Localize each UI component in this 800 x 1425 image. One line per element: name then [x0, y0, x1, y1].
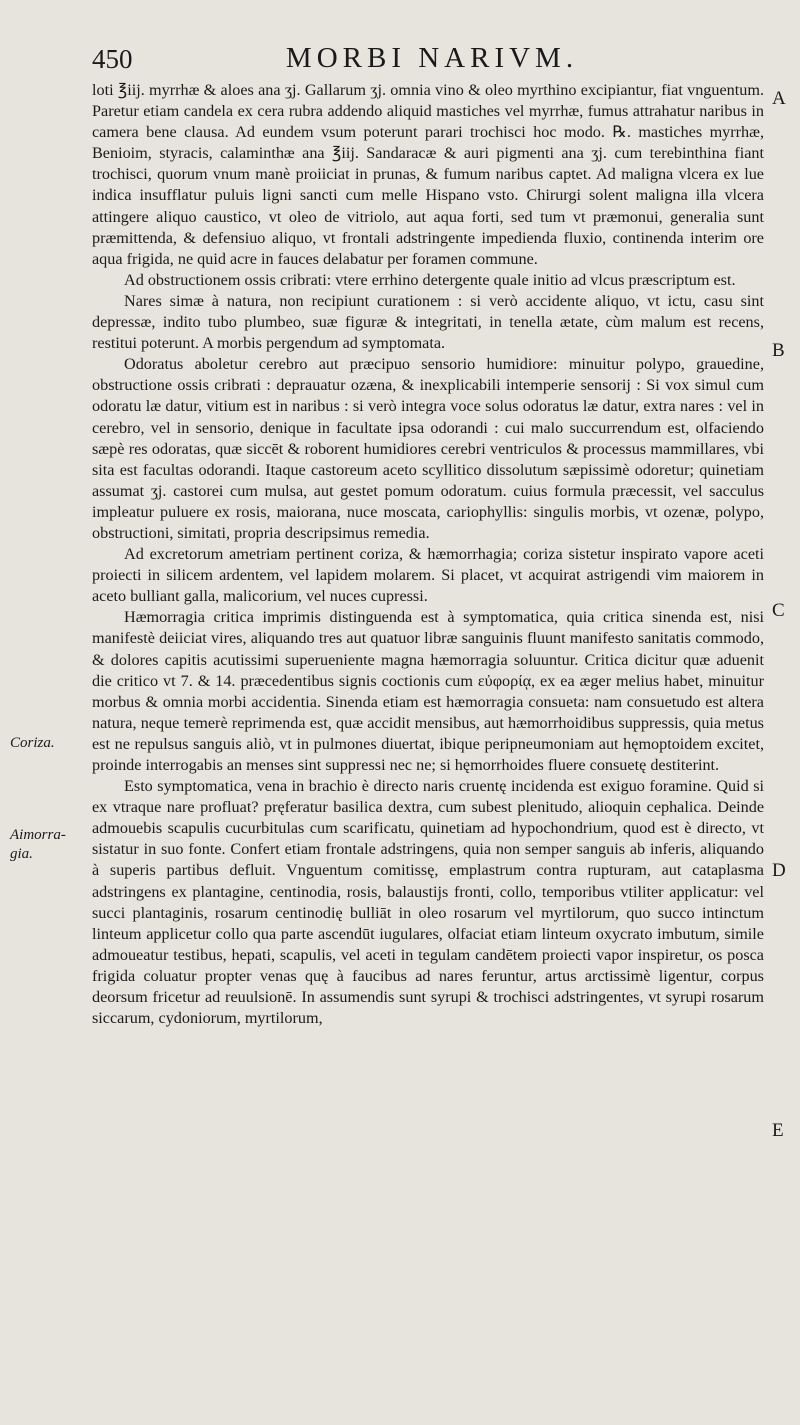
margin-letter-d: D: [772, 860, 786, 881]
sidenote-haemorragia-1: Aimorra-: [10, 827, 66, 843]
paragraph: Ad obstructionem ossis cribrati: vtere errhino detergente quale initio ad vlcus præscriptum est.: [124, 270, 736, 289]
paragraph: Odoratus aboletur cerebro aut præcipuo sensorio humidiore: minuitur polypo, grauedine, obstructione ossis cribrati : deprauatur ozæna, & inexplicabili intemperie sensorij : Si vox simul cum odoratu læ datur, vitium est in naribus : si verò integra voce solus odoratus læ datur, extra nares : vel in cerebro, vel in sensorio, denique in facultate ipsa odorandi : cui malo succurrendum est, olfaciendo sæpè res odoratas, quæ siccēt & roborent humidiores cerebri ventriculos & processus mammillares, vbi sita est facultas odorandi. Itaque castoreum aceto scyllitico dissolutum sæpissimè odoretur; quinetiam assumat ʒj. castorei cum mulsa, aut gestet pomum odoratum. cuius formula præcessit, vel sacculus impleatur puluere ex rosis, maiorana, nuce moscata, cariophyllis: singulis morbis, vt ozenæ, polypo, obstructioni, simitati, propria descripsimus remedia.: [92, 355, 764, 542]
margin-letter-e: E: [772, 1120, 784, 1141]
margin-letter-a: A: [772, 88, 786, 109]
body-text: [92, 80, 764, 1029]
margin-letter-c: C: [772, 600, 785, 621]
sidenote-haemorragia-2: gia.: [10, 846, 33, 862]
page-number: 450: [92, 44, 133, 74]
paragraph: Nares simæ à natura, non recipiunt curationem : si verò accidente aliquo, vt ictu, casu sint depressæ, indito tubo plumbeo, suæ figuræ & integritati, in tenella ætate, cùm malum est recens, restitui poterunt. A morbis pergendum ad symptomata.: [92, 291, 764, 353]
running-head: MORBI NARIVM.: [285, 42, 579, 74]
paragraph: Ad excretorum ametriam pertinent coriza, & hæmorrhagia; coriza sistetur inspirato vapore aceti proiecti in silicem ardentem, vel lapidem molarem. Si placet, vt acquirat astrigendi vim maiorem in aceto bulliant galla, malicorium, vel nuces cupressi.: [92, 545, 764, 606]
page-header: [92, 38, 772, 78]
sidenote-coriza: Coriza.: [10, 735, 55, 751]
paragraph: Esto symptomatica, vena in brachio è directo naris cruentę incidenda est exiguo foramine. Quid si ex vtraque nare profluat? pręferatur basilica dextra, cum subest plenitudo, alioquin cephalica. Deinde admouebis scapulis cucurbitulas cum scarificatu, quinetiam ad hypochondrium, quod est è directo, vt sistatur in suo fonte. Confert etiam frontale adstringens, quia non semper sanguis ab inferis, aliquando à superis partibus defluit. Vnguentum comitissę, emplastrum contra rupturam, aut cataplasma adstringens ex plantagine, centinodia, rosis, balaustijs fronti, collo, temporibus vtiliter applicatur: vel succi plantaginis, rosarum centinodię bulliāt in oleo rosarum vel myrtilorum, quo succo intinctum linteum applicetur collo qua parte ascendūt iugulares, olfaciat etiam linteum oxycrato imbutum, simile admoueatur testibus, hepati, scapulis, vel aceti in tegulam candētem proiecti vapor inspiretur, os posca frigida coluatur propter venas quę à faucibus ad nares feruntur, artus arctissimè ligentur, corpus deorsum fricetur ad reuulsionē. In assumendis sunt syrupi & trochisci adstringentes, vt syrupi rosarum siccarum, cydoniorum, myrtilorum,: [92, 777, 764, 1028]
paragraph: Hæmorragia critica imprimis distinguenda est à symptomatica, quia critica sinenda est, nisi manifestè deiiciat vires, aliquando tres aut quatuor libræ sanguinis fluunt manifesto sanitatis commodo, & dolores capitis acutissimi superueniente magna hæmorragia soluuntur. Critica dicitur quæ aduenit die critico vt 7. & 14. præcedentibus signis coctionis cum εὐφορίᾳ, ex ea æger melius habet, minuitur morbus & omnia morbi accidentia. Sinenda etiam est hæmorragia consueta: nam consuetudo est altera natura, neque temerè reprimenda est, quæ accidit mensibus, aut hæmorrhoidibus suppressis, quia metus est ne repulsus sanguis aliò, vt in pulmones diuertat, ibique peripneumoniam aut hęmoptoidem excitet, proinde interrogabis an menses sint suppressi nec ne; si hęmorrhoides fluere consuetę destiterint.: [92, 608, 764, 774]
margin-letter-b: B: [772, 340, 785, 361]
paragraph: loti ℥iij. myrrhæ & aloes ana ʒj. Gallarum ʒj. omnia vino & oleo myrthino excipiantur, fiat vnguentum. Paretur etiam candela ex cera rubra addendo aliquid mastiches vel myrrhæ, fumus attrahatur naribus in camera bene clausa. Ad eundem vsum poterunt parari trochisci hoc modo. ℞. mastiches myrrhæ, Benioim, styracis, calaminthæ ana ℥iij. Sandaracæ & auri pigmenti ana ʒj. cum terebinthina fiant trochisci, quorum vnum manè proiiciat in prunas, & fumum naribus captet. Ad maligna vlcera ex lue indica insufflatur puluis ligni sancti cum melle Hispano vsto. Chirurgi solent maligna illa vlcera attingere aliquo caustico, vt oleo de vitriolo, aut aqua forti, sed tum vt præmonui, generalia sunt præmittenda, & defensiuo aliquo, vt frontali adstringente impedienda fluxio, continenda interim ore aqua frigida, ne quid acre in fauces delabatur per foramen commune.: [92, 81, 764, 268]
